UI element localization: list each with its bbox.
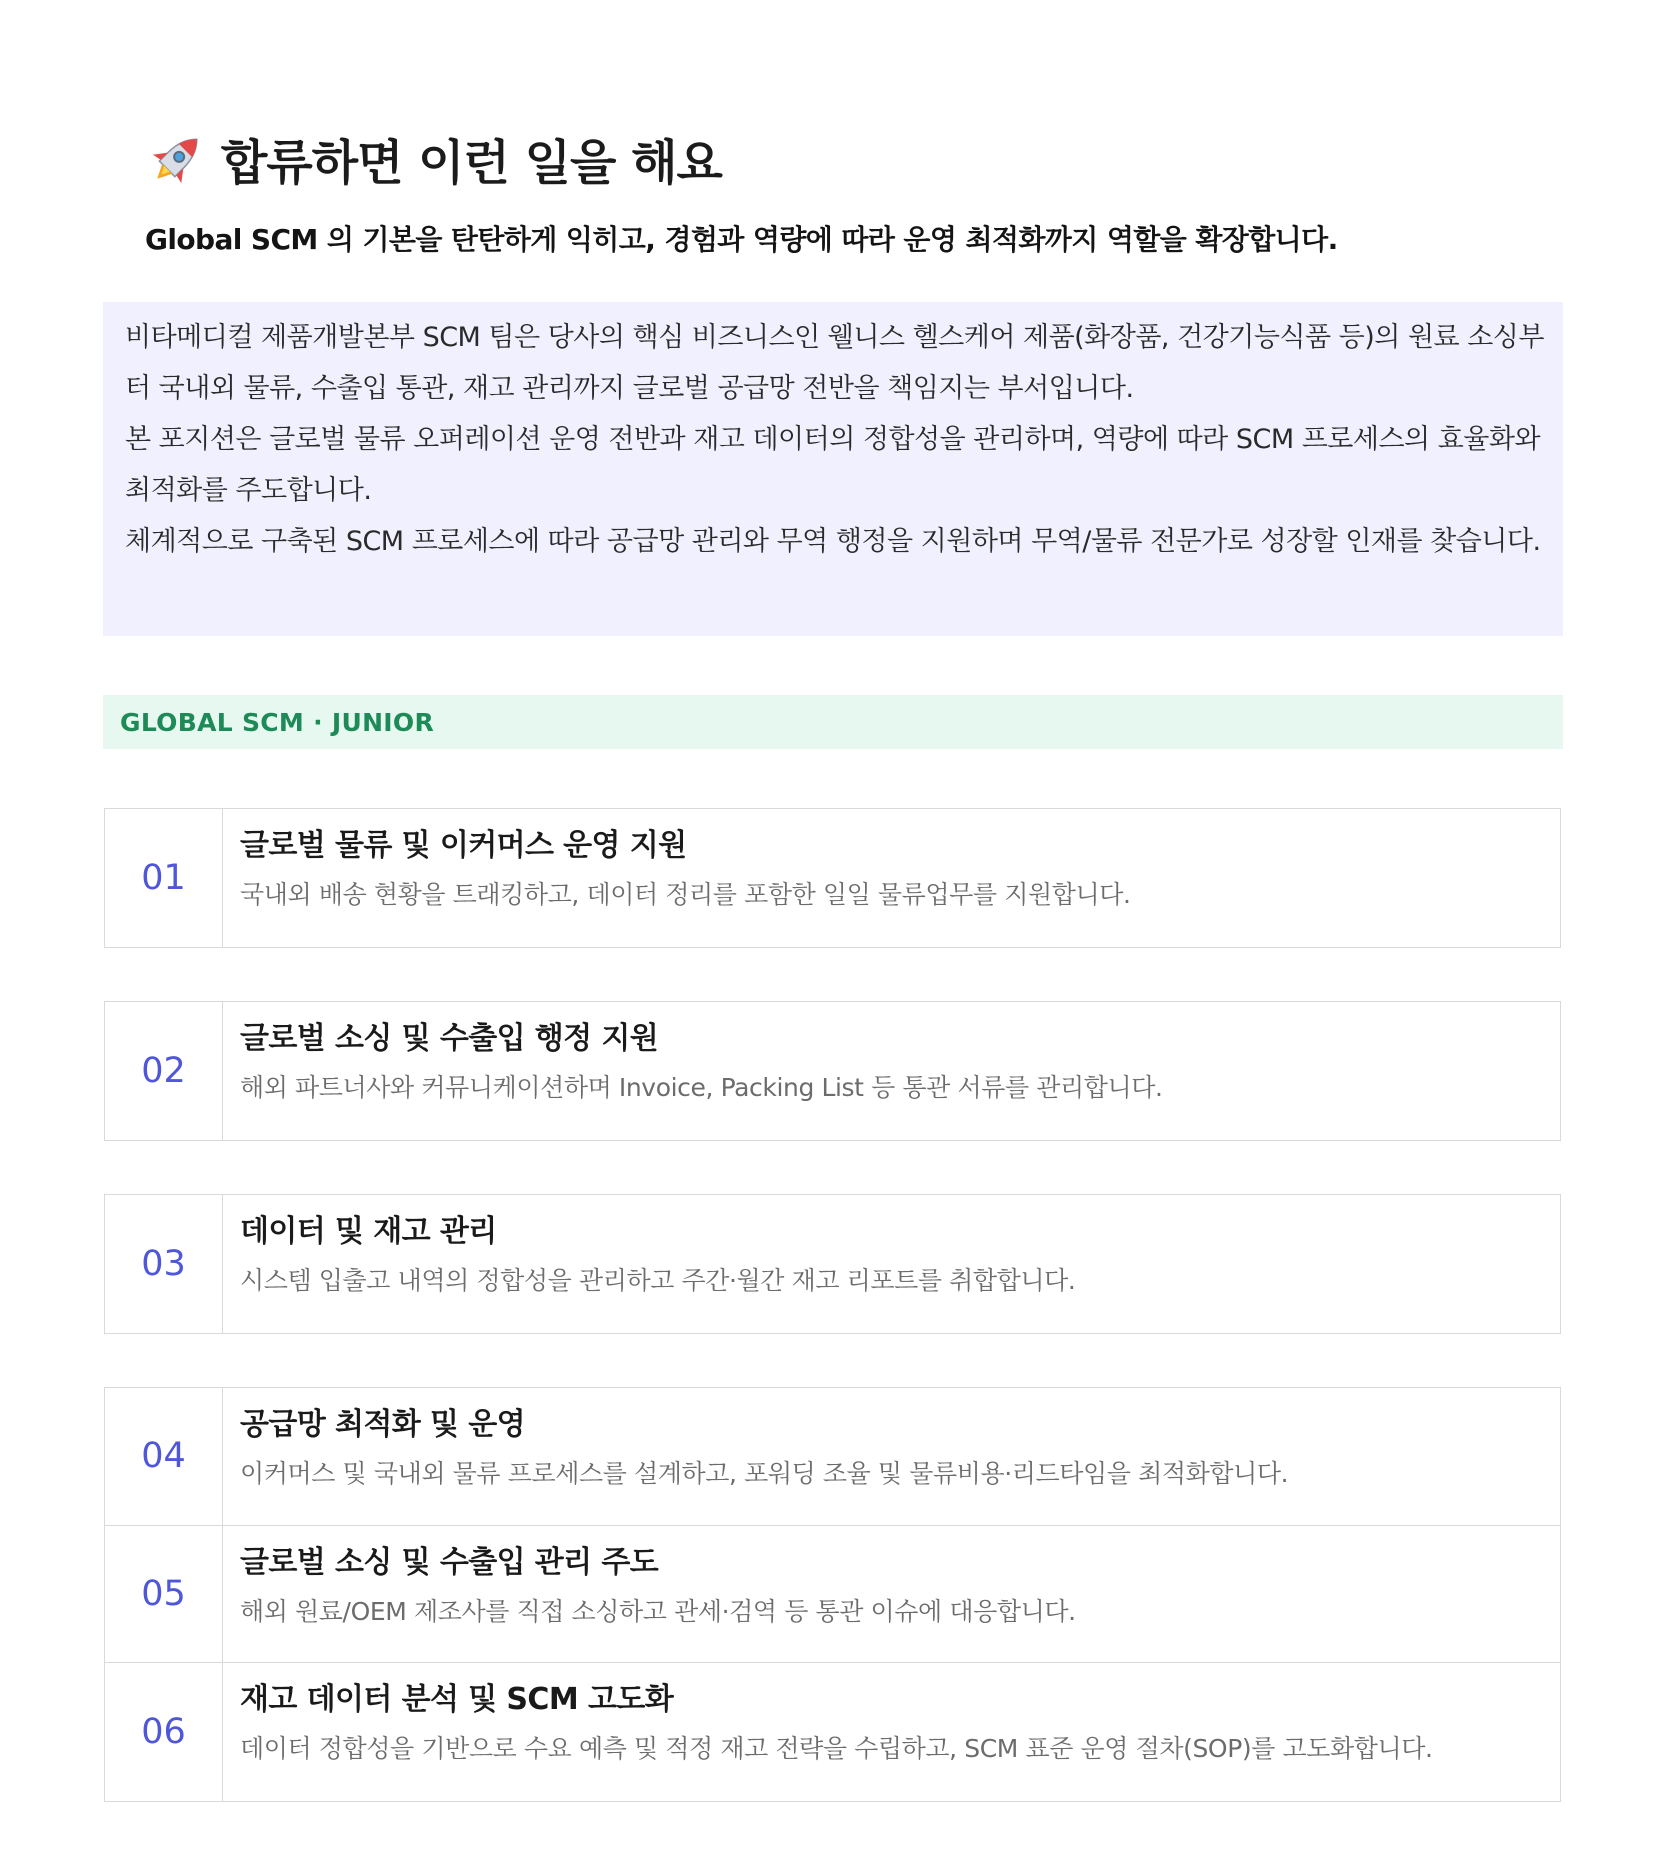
task-card — [104, 1001, 1561, 1141]
task-description: 시스템 입출고 내역의 정합성을 관리하고 주간·월간 재고 리포트를 취합합니다. — [240, 1266, 1076, 1295]
task-number-cell — [105, 809, 223, 947]
task-description: 해외 원료/OEM 제조사를 직접 소싱하고 관세·검역 등 통관 이슈에 대응합니다. — [240, 1596, 1076, 1626]
position-label: GLOBAL SCM · JUNIOR — [120, 707, 435, 737]
page-title: 합류하면 이런 일을 해요 — [221, 135, 722, 191]
task-title: 글로벌 소싱 및 수출입 행정 지원 — [240, 1021, 659, 1056]
task-title: 글로벌 소싱 및 수출입 관리 주도 — [240, 1544, 659, 1580]
task-description: 데이터 정합성을 기반으로 수요 예측 및 적정 재고 전략을 수립하고, SCM 표준 운영 절차(SOP)를 고도화합니다. — [240, 1734, 1433, 1763]
task-content — [223, 1526, 1076, 1663]
task-row — [105, 1388, 1560, 1526]
task-row — [105, 1526, 1560, 1664]
task-title: 공급망 최적화 및 운영 — [240, 1407, 525, 1442]
task-number: 03 — [141, 1244, 186, 1284]
task-number-cell — [105, 1388, 223, 1525]
rocket-icon — [145, 127, 209, 191]
task-card — [104, 1194, 1561, 1334]
task-card — [104, 808, 1561, 948]
page-subtitle: Global SCM 의 기본을 탄탄하게 익히고, 경험과 역량에 따라 운영 최적화까지 역할을 확장합니다. — [145, 223, 1338, 256]
intro-paragraph: 체계적으로 구축된 SCM 프로세스에 따라 공급망 관리와 무역 행정을 지원하며 무역/물류 전문가로 성장할 인재를 찾습니다. — [125, 526, 1541, 557]
position-label-band — [103, 695, 1563, 749]
task-content — [223, 1388, 1288, 1525]
task-number-cell — [105, 1195, 223, 1333]
task-number-cell — [105, 1002, 223, 1140]
task-description: 이커머스 및 국내외 물류 프로세스를 설계하고, 포워딩 조율 및 물류비용·리드타임을 최적화합니다. — [240, 1459, 1289, 1488]
task-content — [223, 809, 1131, 947]
intro-box — [103, 302, 1563, 636]
task-content — [223, 1002, 1163, 1140]
task-title: 글로벌 물류 및 이커머스 운영 지원 — [240, 828, 687, 863]
intro-paragraph: 본 포지션은 글로벌 물류 오퍼레이션 운영 전반과 재고 데이터의 정합성을 관리하며, 역량에 따라 SCM 프로세스의 효율화와 최적화를 주도합니다. — [125, 424, 1541, 506]
task-description: 국내외 배송 현황을 트래킹하고, 데이터 정리를 포함한 일일 물류업무를 지원합니다. — [240, 880, 1131, 909]
task-number: 01 — [141, 858, 186, 898]
intro-paragraph: 비타메디컬 제품개발본부 SCM 팀은 당사의 핵심 비즈니스인 웰니스 헬스케어 제품(화장품, 건강기능식품 등)의 원료 소싱부터 국내외 물류, 수출입 통관, 재고 관리까지 글로벌 공급망 전반을 책임지는 부서입니다. — [125, 322, 1544, 404]
task-description: 해외 파트너사와 커뮤니케이션하며 Invoice, Packing List 등 통관 서류를 관리합니다. — [240, 1073, 1163, 1102]
task-number-cell — [105, 1526, 223, 1663]
task-title: 데이터 및 재고 관리 — [240, 1214, 497, 1249]
task-card-group — [104, 1387, 1561, 1802]
task-number: 04 — [141, 1436, 186, 1477]
task-number: 06 — [141, 1711, 186, 1752]
task-content — [223, 1195, 1075, 1333]
task-number-cell — [105, 1663, 223, 1801]
task-title: 재고 데이터 분석 및 SCM 고도화 — [240, 1682, 674, 1717]
task-content — [223, 1663, 1433, 1801]
task-number: 02 — [141, 1051, 186, 1091]
page-header — [145, 124, 722, 193]
task-number: 05 — [141, 1573, 186, 1614]
task-row — [105, 1663, 1560, 1801]
